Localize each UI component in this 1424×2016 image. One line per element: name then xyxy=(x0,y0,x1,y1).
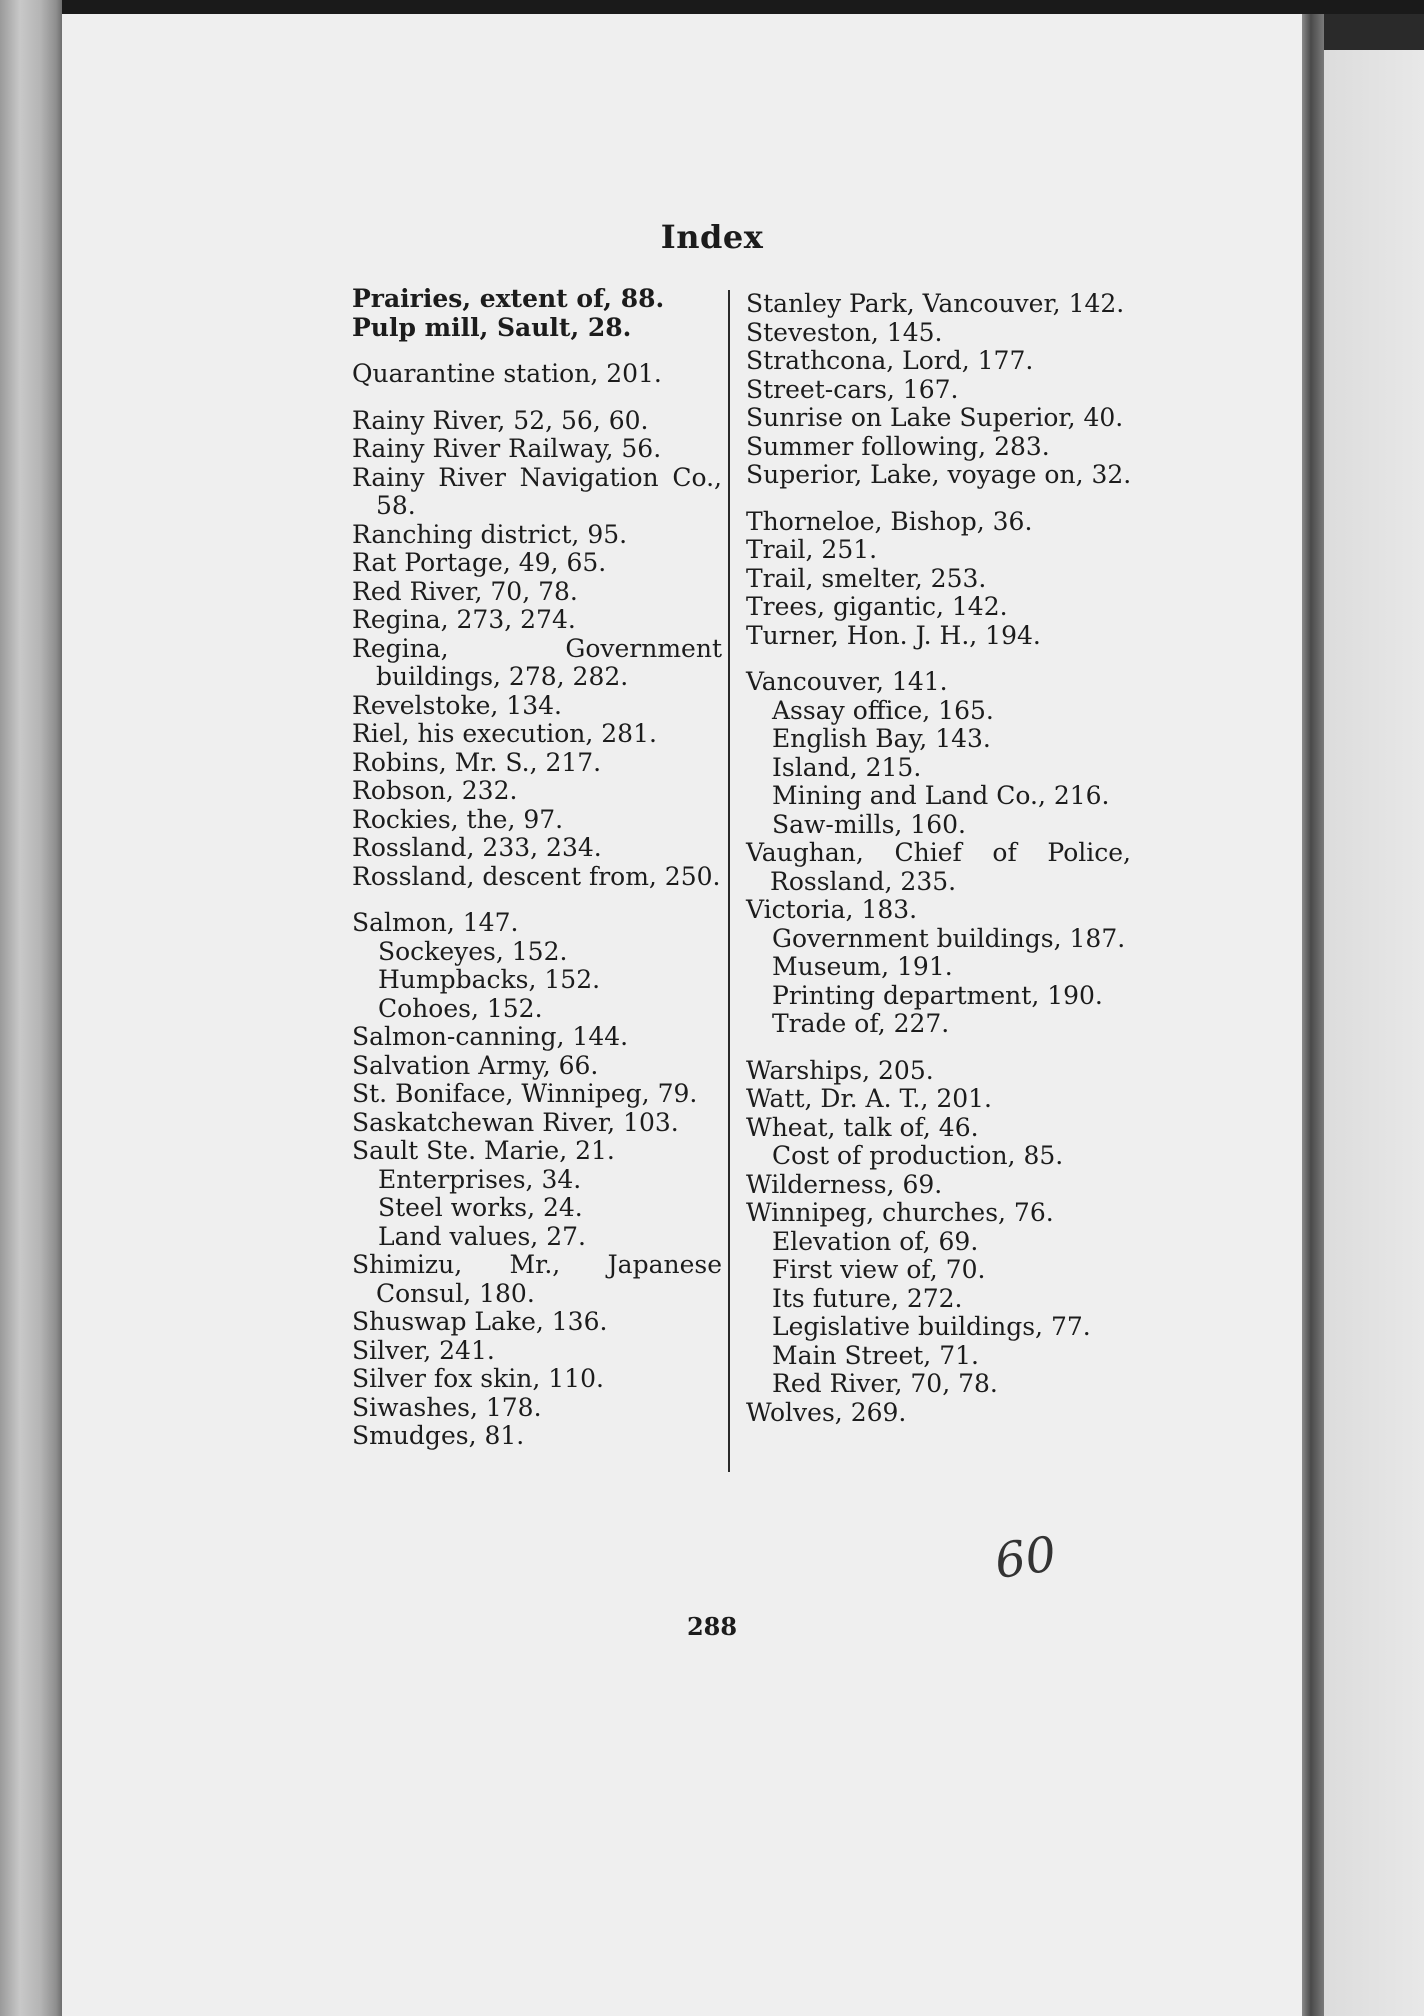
index-subentry: Steel works, 24. xyxy=(378,1193,583,1222)
index-column-right xyxy=(728,290,1131,1472)
index-entry: Vancouver, 141. xyxy=(746,667,948,696)
index-entry: Regina, Government buildings, 278, 282. xyxy=(352,633,722,691)
index-entry: Trees, gigantic, 142. xyxy=(746,592,1008,621)
book-gutter xyxy=(1302,14,1324,2016)
page-title: Index xyxy=(660,218,764,256)
index-entry: Rossland, descent from, 250. xyxy=(352,861,721,891)
index-entry: Sault Ste. Marie, 21. xyxy=(352,1136,615,1165)
index-entry: Wheat, talk of, 46. xyxy=(746,1112,979,1142)
index-entry: Salmon, 147. xyxy=(352,908,519,937)
book-top-edge xyxy=(0,0,1424,14)
index-subentry: Island, 215. xyxy=(772,752,922,782)
index-entry: Shimizu, Mr., Japanese Consul, 180. xyxy=(352,1250,722,1308)
index-entry: Rainy River Railway, 56. xyxy=(352,434,662,463)
index-column-left xyxy=(352,285,722,1451)
index-subentry: Trade of, 227. xyxy=(772,1009,950,1038)
index-subentry: English Bay, 143. xyxy=(772,724,991,753)
index-entry: Quarantine station, 201. xyxy=(352,359,662,388)
index-entry: Smudges, 81. xyxy=(352,1421,525,1450)
index-entry: Rossland, 233, 234. xyxy=(352,833,602,862)
index-subentry: Main Street, 71. xyxy=(772,1340,979,1370)
index-entry: Rockies, the, 97. xyxy=(352,804,564,834)
index-subentry: Printing department, 190. xyxy=(772,980,1103,1010)
index-entry: Rainy River, 52, 56, 60. xyxy=(352,405,649,435)
index-entry: Sunrise on Lake Superior, 40. xyxy=(746,403,1124,432)
index-entry: Prairies, extent of, 88. xyxy=(352,284,665,313)
index-subentry: Government buildings, 187. xyxy=(772,923,1126,953)
index-entry: Stanley Park, Vancouver, 142. xyxy=(746,289,1125,318)
index-entry: Street-cars, 167. xyxy=(746,374,959,404)
index-entry: Turner, Hon. J. H., 194. xyxy=(746,620,1041,650)
index-entry: Victoria, 183. xyxy=(746,895,918,924)
index-entry: Trail, smelter, 253. xyxy=(746,563,987,593)
index-subentry: Sockeyes, 152. xyxy=(378,936,568,966)
index-entry: Shuswap Lake, 136. xyxy=(352,1307,608,1336)
index-entry: Silver fox skin, 110. xyxy=(352,1364,604,1393)
index-entry: Rat Portage, 49, 65. xyxy=(352,548,607,577)
index-entry: Summer following, 283. xyxy=(746,431,1050,461)
index-entry: Thorneloe, Bishop, 36. xyxy=(746,506,1033,536)
index-entry: Pulp mill, Sault, 28. xyxy=(352,312,632,342)
index-entry: Ranching district, 95. xyxy=(352,519,628,549)
index-subentry: Museum, 191. xyxy=(772,952,953,981)
index-entry: Silver, 241. xyxy=(352,1335,495,1365)
index-entry: Saskatchewan River, 103. xyxy=(352,1107,679,1137)
index-subentry: Humpbacks, 152. xyxy=(378,965,601,994)
index-subentry: Elevation of, 69. xyxy=(772,1226,979,1256)
index-subentry: Enterprises, 34. xyxy=(378,1164,582,1194)
index-entry: Trail, 251. xyxy=(746,535,878,564)
index-entry: Rainy River Navigation Co., 58. xyxy=(352,462,722,520)
index-entry: Salvation Army, 66. xyxy=(352,1050,599,1080)
index-entry: Vaughan, Chief of Police, Rossland, 235. xyxy=(746,838,1131,896)
index-subentry: Legislative buildings, 77. xyxy=(772,1312,1091,1341)
page-number: 288 xyxy=(686,1612,738,1641)
index-subentry: Mining and Land Co., 216. xyxy=(772,781,1110,810)
index-entry: Wolves, 269. xyxy=(746,1397,907,1427)
index-subentry: First view of, 70. xyxy=(772,1255,986,1284)
index-entry: Steveston, 145. xyxy=(746,317,943,347)
index-entry: Winnipeg, churches, 76. xyxy=(746,1198,1054,1227)
index-entry: Salmon-canning, 144. xyxy=(352,1022,629,1051)
index-entry: Revelstoke, 134. xyxy=(352,690,562,720)
index-entry: Siwashes, 178. xyxy=(352,1392,542,1422)
index-entry: Watt, Dr. A. T., 201. xyxy=(746,1084,993,1113)
index-subentry: Assay office, 165. xyxy=(772,695,994,725)
index-subentry: Saw-mills, 160. xyxy=(772,809,966,839)
next-page-shadow xyxy=(1324,14,1424,50)
index-entry: Regina, 273, 274. xyxy=(352,605,576,634)
next-page-edge xyxy=(1324,50,1424,2016)
index-entry: Riel, his execution, 281. xyxy=(352,719,657,748)
index-subentry: Cost of production, 85. xyxy=(772,1141,1064,1170)
index-subentry: Red River, 70, 78. xyxy=(772,1369,998,1398)
index-subentry: Land values, 27. xyxy=(378,1221,586,1251)
index-entry: Wilderness, 69. xyxy=(746,1169,943,1199)
index-entry: Robson, 232. xyxy=(352,776,518,805)
index-entry: Superior, Lake, voyage on, 32. xyxy=(746,460,1132,489)
index-subentry: Cohoes, 152. xyxy=(378,993,543,1023)
index-entry: Robins, Mr. S., 217. xyxy=(352,747,602,777)
handwritten-note: 60 xyxy=(991,1526,1060,1590)
book-left-edge xyxy=(0,0,62,2016)
index-subentry: Its future, 272. xyxy=(772,1283,963,1313)
index-entry: St. Boniface, Winnipeg, 79. xyxy=(352,1079,698,1108)
index-entry: Red River, 70, 78. xyxy=(352,576,578,606)
index-entry: Strathcona, Lord, 177. xyxy=(746,346,1034,375)
index-entry: Warships, 205. xyxy=(746,1055,934,1085)
